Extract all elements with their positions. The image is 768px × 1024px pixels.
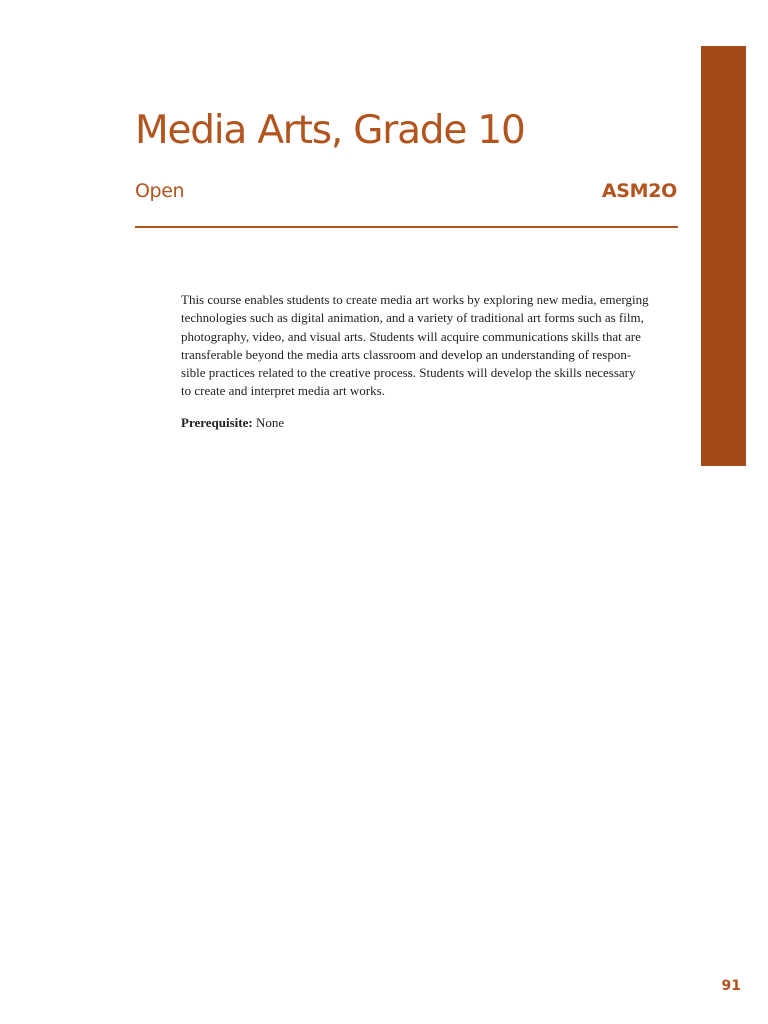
description-line: This course enables students to create media art works by exploring new media, emerging bbox=[181, 292, 649, 307]
header-divider bbox=[135, 226, 678, 228]
course-type: Open bbox=[135, 180, 185, 202]
course-info-row bbox=[135, 180, 677, 208]
description-line: technologies such as digital animation, and a variety of traditional art forms such as film, bbox=[181, 310, 644, 326]
prerequisite-value: None bbox=[255, 415, 285, 430]
prerequisite-label: Prerequisite: bbox=[181, 415, 253, 430]
page-title: Media Arts, Grade 10 bbox=[135, 108, 525, 153]
side-tab-decoration bbox=[701, 46, 746, 466]
description-line: photography, video, and visual arts. Students will acquire communications skills that are bbox=[181, 328, 641, 344]
page-number: 91 bbox=[721, 978, 741, 994]
description-line: transferable beyond the media arts classroom and develop an understanding of respon- bbox=[181, 346, 632, 362]
description-line: to create and interpret media art works. bbox=[181, 383, 385, 399]
course-description bbox=[181, 291, 681, 401]
description-line: sible practices related to the creative process. Students will develop the skills necessary bbox=[181, 365, 636, 381]
course-code: ASM2O bbox=[601, 180, 677, 202]
prerequisite bbox=[181, 414, 284, 432]
